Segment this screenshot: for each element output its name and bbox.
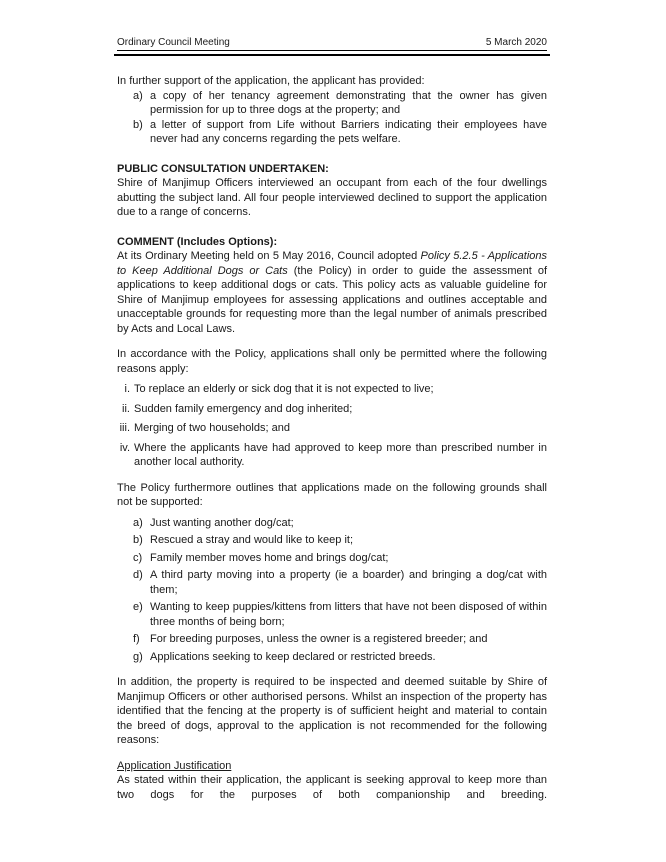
list-item [117, 516, 547, 531]
not-supported-intro-paragraph: The Policy furthermore outlines that applications made on the following grounds shall not be supported: [117, 481, 547, 508]
permitted-reasons-list [117, 382, 547, 470]
list-item [117, 632, 547, 647]
list-marker: d) [133, 569, 143, 581]
list-text: For breeding purposes, unless the owner is a registered breeder; and [150, 633, 488, 645]
list-marker: a) [133, 89, 143, 102]
header-row [117, 37, 547, 51]
list-marker: c) [133, 551, 143, 564]
list-marker: ii. [122, 402, 130, 415]
list-text: Merging of two households; and [134, 422, 290, 434]
document-body [117, 74, 547, 802]
list-item [117, 650, 547, 665]
application-justification-paragraph: As stated within their application, the applicant is seeking approval to keep more than two dogs for the purposes of both companionship and breeding. [117, 774, 547, 801]
header-meeting-title: Ordinary Council Meeting [117, 37, 230, 48]
list-item [117, 600, 547, 629]
list-item [117, 568, 547, 597]
list-text: A third party moving into a property (ie a boarder) and bringing a dog/cat with them; [150, 569, 547, 596]
list-marker: b) [133, 534, 143, 546]
list-marker: f) [133, 633, 140, 645]
intro-paragraph: In further support of the application, the applicant has provided: [117, 75, 425, 87]
list-text: Where the applicants have had approved to keep more than prescribed number in another local authority. [134, 441, 547, 468]
list-marker: i. [124, 383, 130, 395]
page-header [117, 37, 547, 56]
list-item [117, 441, 547, 470]
list-text: Wanting to keep puppies/kittens from litters that have not been disposed of within three months of being born; [150, 601, 547, 628]
list-text: a letter of support from Life without Barriers indicating their employees have never had any concerns regarding the pets welfare. [150, 118, 547, 145]
list-text: Applications seeking to keep declared or restricted breeds. [150, 650, 436, 663]
list-text: Family member moves home and brings dog/cat; [150, 551, 389, 564]
application-justification-heading: Application Justification [117, 759, 232, 772]
list-text: Rescued a stray and would like to keep it; [150, 534, 354, 546]
provided-list [117, 89, 547, 147]
public-consultation-paragraph: Shire of Manjimup Officers interviewed an occupant from each of the four dwellings abutting the subject land. All four people interviewed declined to support the application due to a range of concerns. [117, 177, 547, 218]
list-item [117, 118, 547, 147]
list-text: Sudden family emergency and dog inherited; [134, 402, 353, 415]
list-text: a copy of her tenancy agreement demonstrating that the owner has given permission for up to three dogs at the property; and [150, 89, 547, 116]
list-marker: a) [133, 516, 143, 529]
public-consultation-heading: PUBLIC CONSULTATION UNDERTAKEN: [117, 162, 329, 175]
header-date: 5 March 2020 [485, 37, 547, 48]
list-text: Just wanting another dog/cat; [150, 516, 294, 529]
list-item [117, 533, 547, 548]
list-item [117, 89, 547, 118]
comment-heading: COMMENT (Includes Options): [117, 235, 278, 248]
list-item [117, 382, 547, 397]
permitted-intro-paragraph: In accordance with the Policy, applications shall only be permitted where the following reasons apply: [117, 348, 547, 375]
list-item [117, 551, 547, 566]
list-item [117, 402, 547, 417]
list-marker: e) [133, 601, 143, 613]
list-marker: g) [133, 650, 143, 663]
inspection-paragraph: In addition, the property is required to be inspected and deemed suitable by Shire of Manjimup Officers or other authorised persons. Whilst an inspection of the property has identified that the fencing at the property is of sufficient height and material to contain the breed of dogs, approval to the application is not recommended for the following reasons: [117, 676, 547, 746]
list-marker: iii. [119, 422, 130, 434]
not-supported-list [117, 516, 547, 665]
list-text: To replace an elderly or sick dog that it is not expected to live; [134, 383, 434, 395]
header-rule [114, 54, 550, 56]
list-marker: b) [133, 118, 143, 131]
comment-paragraph: At its Ordinary Meeting held on 5 May 2016, Council adopted Policy 5.2.5 - Applications to Keep Additional Dogs or Cats (the Policy) in order to guide the assessment of applications to keep additional dogs or cats. This policy acts as valuable guideline for Shire of Manjimup employees for assessing applications and outlines acceptable and unacceptable grounds for requesting more than the legal number of animals prescribed by Acts and Local Laws. [117, 250, 547, 335]
list-marker: iv. [119, 441, 130, 454]
list-item [117, 421, 547, 436]
